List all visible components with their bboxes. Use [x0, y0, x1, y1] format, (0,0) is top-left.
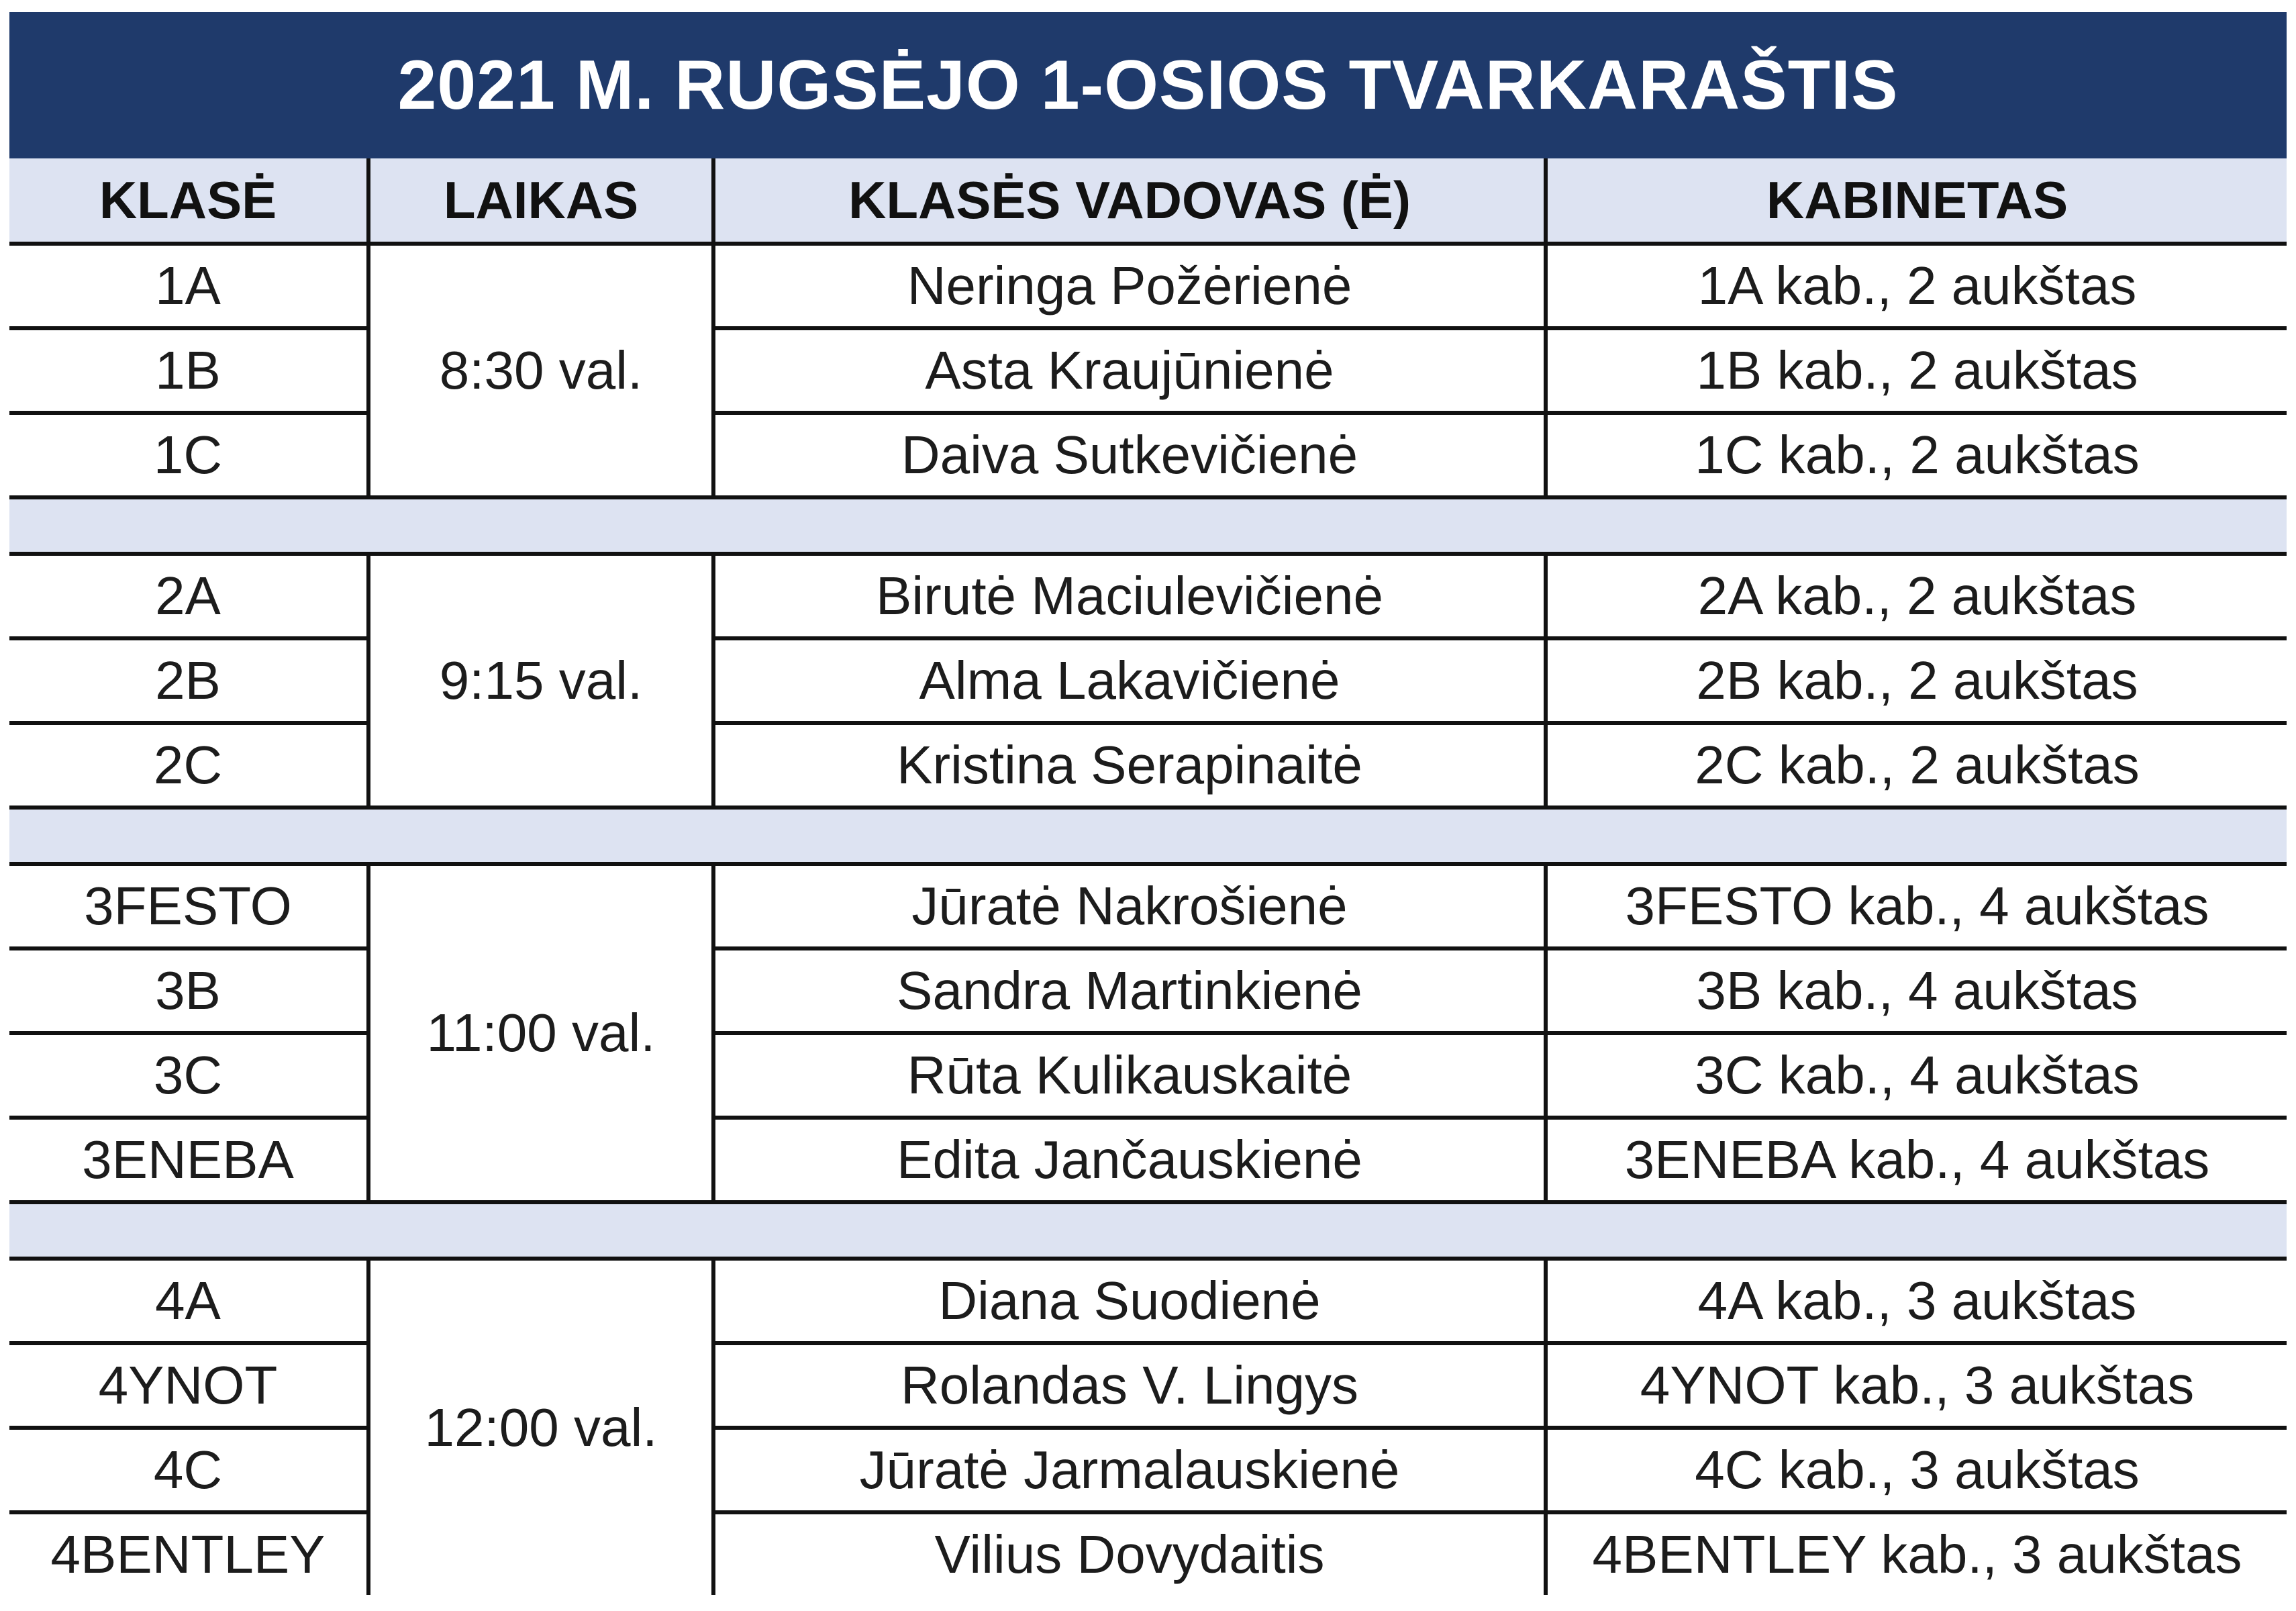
table-row	[9, 244, 2287, 328]
cell-vadovas: Rolandas V. Lingys	[713, 1343, 1546, 1428]
cell-kabinetas: 4C kab., 3 aukštas	[1546, 1428, 2287, 1512]
cell-klase: 3B	[9, 948, 368, 1033]
cell-klase: 2A	[9, 554, 368, 638]
group-spacer-row	[9, 497, 2287, 554]
table-row	[9, 328, 2287, 413]
cell-kabinetas: 1B kab., 2 aukštas	[1546, 328, 2287, 413]
cell-vadovas: Daiva Sutkevičienė	[713, 413, 1546, 497]
cell-vadovas: Rūta Kulikauskaitė	[713, 1033, 1546, 1118]
table-row	[9, 948, 2287, 1033]
cell-vadovas: Vilius Dovydaitis	[713, 1512, 1546, 1595]
table-row	[9, 413, 2287, 497]
cell-kabinetas: 2A kab., 2 aukštas	[1546, 554, 2287, 638]
group-spacer-row	[9, 808, 2287, 864]
cell-klase: 1C	[9, 413, 368, 497]
table-row	[9, 1259, 2287, 1343]
cell-vadovas: Kristina Serapinaitė	[713, 723, 1546, 808]
cell-vadovas: Asta Kraujūnienė	[713, 328, 1546, 413]
group-spacer	[9, 1202, 2287, 1259]
cell-kabinetas: 2B kab., 2 aukštas	[1546, 638, 2287, 723]
cell-klase: 2C	[9, 723, 368, 808]
cell-kabinetas: 4YNOT kab., 3 aukštas	[1546, 1343, 2287, 1428]
cell-klase: 3ENEBA	[9, 1118, 368, 1202]
cell-klase: 4YNOT	[9, 1343, 368, 1428]
cell-vadovas: Diana Suodienė	[713, 1259, 1546, 1343]
header-row	[9, 158, 2287, 244]
cell-kabinetas: 2C kab., 2 aukštas	[1546, 723, 2287, 808]
cell-kabinetas: 3FESTO kab., 4 aukštas	[1546, 864, 2287, 948]
cell-laikas: 12:00 val.	[368, 1259, 713, 1595]
cell-vadovas: Edita Jančauskienė	[713, 1118, 1546, 1202]
cell-laikas: 9:15 val.	[368, 554, 713, 808]
column-header-vadovas: KLASĖS VADOVAS (Ė)	[713, 158, 1546, 244]
group-spacer	[9, 808, 2287, 864]
cell-klase: 4BENTLEY	[9, 1512, 368, 1595]
cell-vadovas: Birutė Maciulevičienė	[713, 554, 1546, 638]
cell-klase: 1A	[9, 244, 368, 328]
cell-kabinetas: 4BENTLEY kab., 3 aukštas	[1546, 1512, 2287, 1595]
cell-kabinetas: 3ENEBA kab., 4 aukštas	[1546, 1118, 2287, 1202]
schedule-sheet	[9, 12, 2287, 1595]
cell-laikas: 8:30 val.	[368, 244, 713, 497]
schedule-table	[9, 158, 2287, 1595]
column-header-kabinetas: KABINETAS	[1546, 158, 2287, 244]
table-body	[9, 244, 2287, 1595]
column-header-klase: KLASĖ	[9, 158, 368, 244]
table-row	[9, 723, 2287, 808]
group-spacer	[9, 497, 2287, 554]
cell-vadovas: Sandra Martinkienė	[713, 948, 1546, 1033]
cell-vadovas: Jūratė Nakrošienė	[713, 864, 1546, 948]
cell-klase: 3C	[9, 1033, 368, 1118]
cell-laikas: 11:00 val.	[368, 864, 713, 1202]
group-spacer-row	[9, 1202, 2287, 1259]
table-row	[9, 1118, 2287, 1202]
cell-vadovas: Neringa Požėrienė	[713, 244, 1546, 328]
table-header	[9, 158, 2287, 244]
cell-klase: 1B	[9, 328, 368, 413]
cell-kabinetas: 3B kab., 4 aukštas	[1546, 948, 2287, 1033]
table-row	[9, 1033, 2287, 1118]
table-row	[9, 1343, 2287, 1428]
cell-klase: 2B	[9, 638, 368, 723]
table-row	[9, 864, 2287, 948]
page-title: 2021 M. RUGSĖJO 1-OSIOS TVARKARAŠTIS	[9, 12, 2287, 158]
cell-kabinetas: 4A kab., 3 aukštas	[1546, 1259, 2287, 1343]
table-row	[9, 1428, 2287, 1512]
cell-klase: 4A	[9, 1259, 368, 1343]
cell-kabinetas: 3C kab., 4 aukštas	[1546, 1033, 2287, 1118]
table-row	[9, 554, 2287, 638]
cell-klase: 3FESTO	[9, 864, 368, 948]
cell-klase: 4C	[9, 1428, 368, 1512]
column-header-laikas: LAIKAS	[368, 158, 713, 244]
cell-kabinetas: 1A kab., 2 aukštas	[1546, 244, 2287, 328]
table-row	[9, 1512, 2287, 1595]
table-row	[9, 638, 2287, 723]
cell-vadovas: Jūratė Jarmalauskienė	[713, 1428, 1546, 1512]
cell-kabinetas: 1C kab., 2 aukštas	[1546, 413, 2287, 497]
cell-vadovas: Alma Lakavičienė	[713, 638, 1546, 723]
